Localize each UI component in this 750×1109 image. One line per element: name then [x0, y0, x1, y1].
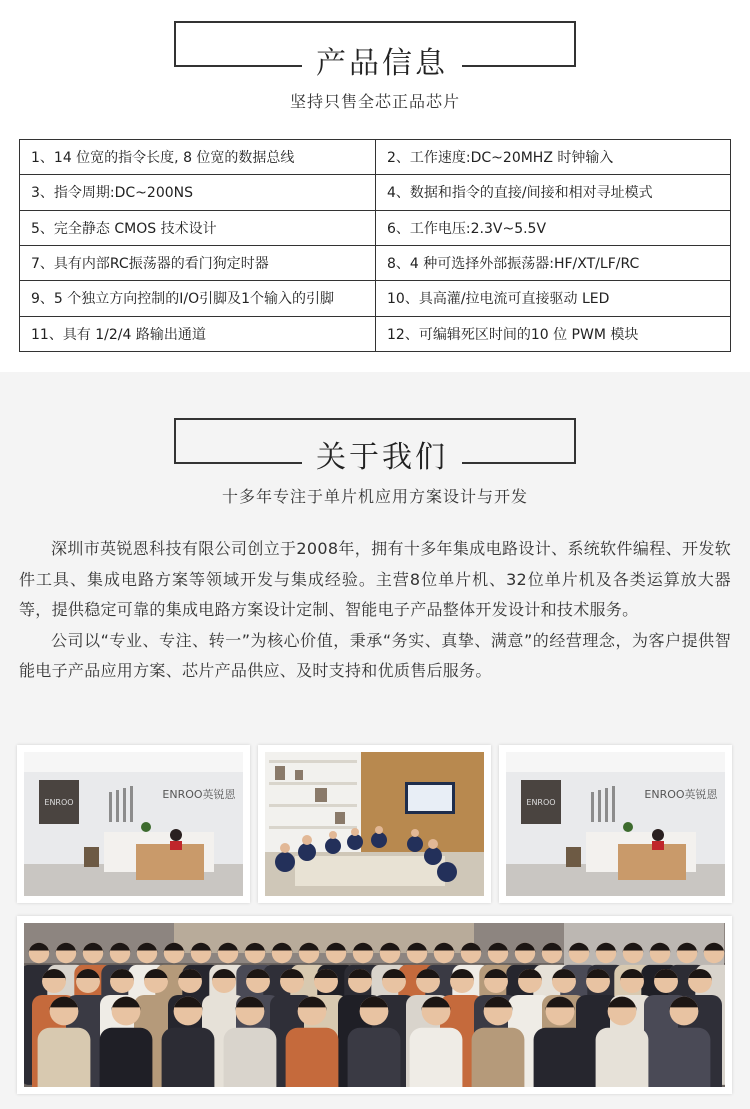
product-title: 产品信息	[302, 44, 462, 84]
spec-cell: 2、工作速度:DC~20MHZ 时钟输入	[376, 140, 731, 175]
spec-cell: 8、4 种可选择外部振荡器:HF/XT/LF/RC	[376, 245, 731, 280]
spec-cell: 12、可编辑死区时间的10 位 PWM 模块	[376, 316, 731, 351]
about-title: 关于我们	[302, 438, 462, 478]
spec-cell: 10、具高灌/拉电流可直接驱动 LED	[376, 281, 731, 316]
spec-row	[20, 281, 731, 316]
spec-cell: 7、具有内部RC振荡器的看门狗定时器	[20, 245, 376, 280]
spec-row	[20, 140, 731, 175]
reception-logo-2: ENROO英锐恩	[644, 788, 718, 801]
about-paragraph-2: 公司以“专业、专注、转一”为核心价值，秉承“务实、真挚、满意”的经营理念，为客户提供智能电子产品应用方案、芯片产品供应、及时支持和优质售后服务。	[19, 630, 731, 680]
spec-row	[20, 210, 731, 245]
spec-cell: 5、完全静态 CMOS 技术设计	[20, 210, 376, 245]
spec-cell: 9、5 个独立方向控制的I/O引脚及1个输入的引脚	[20, 281, 376, 316]
spec-row	[20, 175, 731, 210]
spec-cell: 11、具有 1/2/4 路输出通道	[20, 316, 376, 351]
about-text	[19, 534, 731, 687]
product-info-section	[0, 0, 750, 372]
reception-logo: ENROO英锐恩	[162, 788, 236, 801]
meeting-room-photo	[258, 745, 491, 903]
about-subtitle: 十多年专注于单片机应用方案设计与开发	[221, 487, 528, 506]
reception-wall-logo: ENROO	[44, 798, 74, 807]
spec-cell: 1、14 位宽的指令长度, 8 位宽的数据总线	[20, 140, 376, 175]
office-reception-photo-2	[499, 745, 732, 903]
team-group-photo	[17, 916, 732, 1094]
office-reception-photo	[17, 745, 250, 903]
spec-cell: 6、工作电压:2.3V~5.5V	[376, 210, 731, 245]
reception-wall-logo-2: ENROO	[526, 798, 556, 807]
spec-cell: 3、指令周期:DC~200NS	[20, 175, 376, 210]
spec-cell: 4、数据和指令的直接/间接和相对寻址模式	[376, 175, 731, 210]
about-paragraph-1: 深圳市英锐恩科技有限公司创立于2008年，拥有十多年集成电路设计、系统软件编程、开发软件工具、集成电路方案等领域开发与集成经验。主营8位单片机、32位单片机及各类运算放大器等，提供稳定可靠的集成电路方案设计定制、智能电子产品整体开发设计和技术服务。	[19, 539, 731, 619]
spec-table	[19, 139, 731, 352]
spec-row	[20, 245, 731, 280]
product-subtitle: 坚持只售全芯正品芯片	[289, 92, 460, 111]
spec-row	[20, 316, 731, 351]
